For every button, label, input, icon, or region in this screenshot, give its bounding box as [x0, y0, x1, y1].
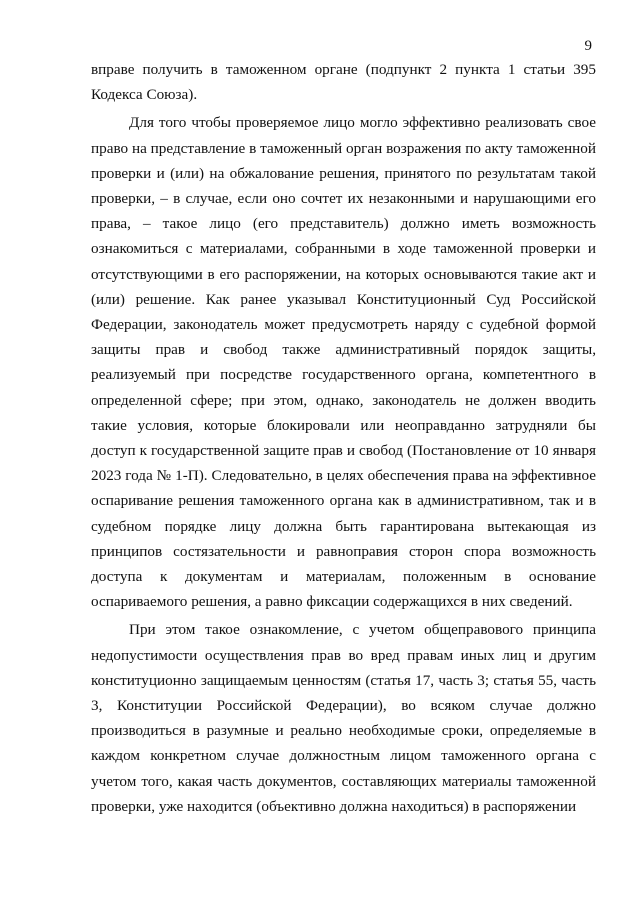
paragraph-reasonable-terms: При этом такое ознакомление, с учетом общеправового принципа недопустимости осуществления прав во вред правам иных лиц и другим конституционно защищаемым ценностям (статья 17, часть 3; статья 55, часть 3, Конституции Российской Федерации), во всяком случае должно производиться в разумные и реально необходимые сроки, определяемые в каждом конкретном случае должностным лицом таможенного органа с учетом того, какая часть документов, составляющих материалы таможенной проверки, уже находится (объективно должна находиться) в распоряжении	[91, 621, 596, 815]
paragraph-access-to-materials: Для того чтобы проверяемое лицо могло эффективно реализовать свое право на представление в таможенный орган возражения по акту таможенной проверки и (или) на обжалование решения, принятого по результатам такой проверки, – в случае, если оно сочтет их незаконными и нарушающими его права, – такое лицо (его представитель) должно иметь возможность ознакомиться с материалами, собранными в ходе таможенной проверки и отсутствующими в его распоряжении, на которых основываются такие акт и (или) решение. Как ранее указывал Конституционный Суд Российской Федерации, законодатель может предусмотреть наряду с судебной формой защиты прав и свобод также административный порядок защиты, реализуемый при посредстве государственного органа, компетентного в определенной сфере; при этом, однако, законодатель не должен вводить такие условия, которые блокировали или неоправданно затрудняли бы доступ к государственной защите прав и свобод (Постановление от 10 января 2023 года № 1-П). Следовательно, в целях обеспечения права на эффективное оспаривание решения таможенного органа как в административном, так и в судебном порядке лицу должна быть гарантирована вытекающая из принципов состязательности и равноправия сторон спора возможность доступа к документам и материалам, положенным в основание оспариваемого решения, а равно фиксации содержащихся в них сведений.	[91, 114, 596, 611]
page-number: 9	[584, 38, 592, 54]
paragraph-continuation: вправе получить в таможенном органе (подпункт 2 пункта 1 статьи 395 Кодекса Союза).	[91, 61, 596, 104]
document-body	[91, 57, 596, 822]
